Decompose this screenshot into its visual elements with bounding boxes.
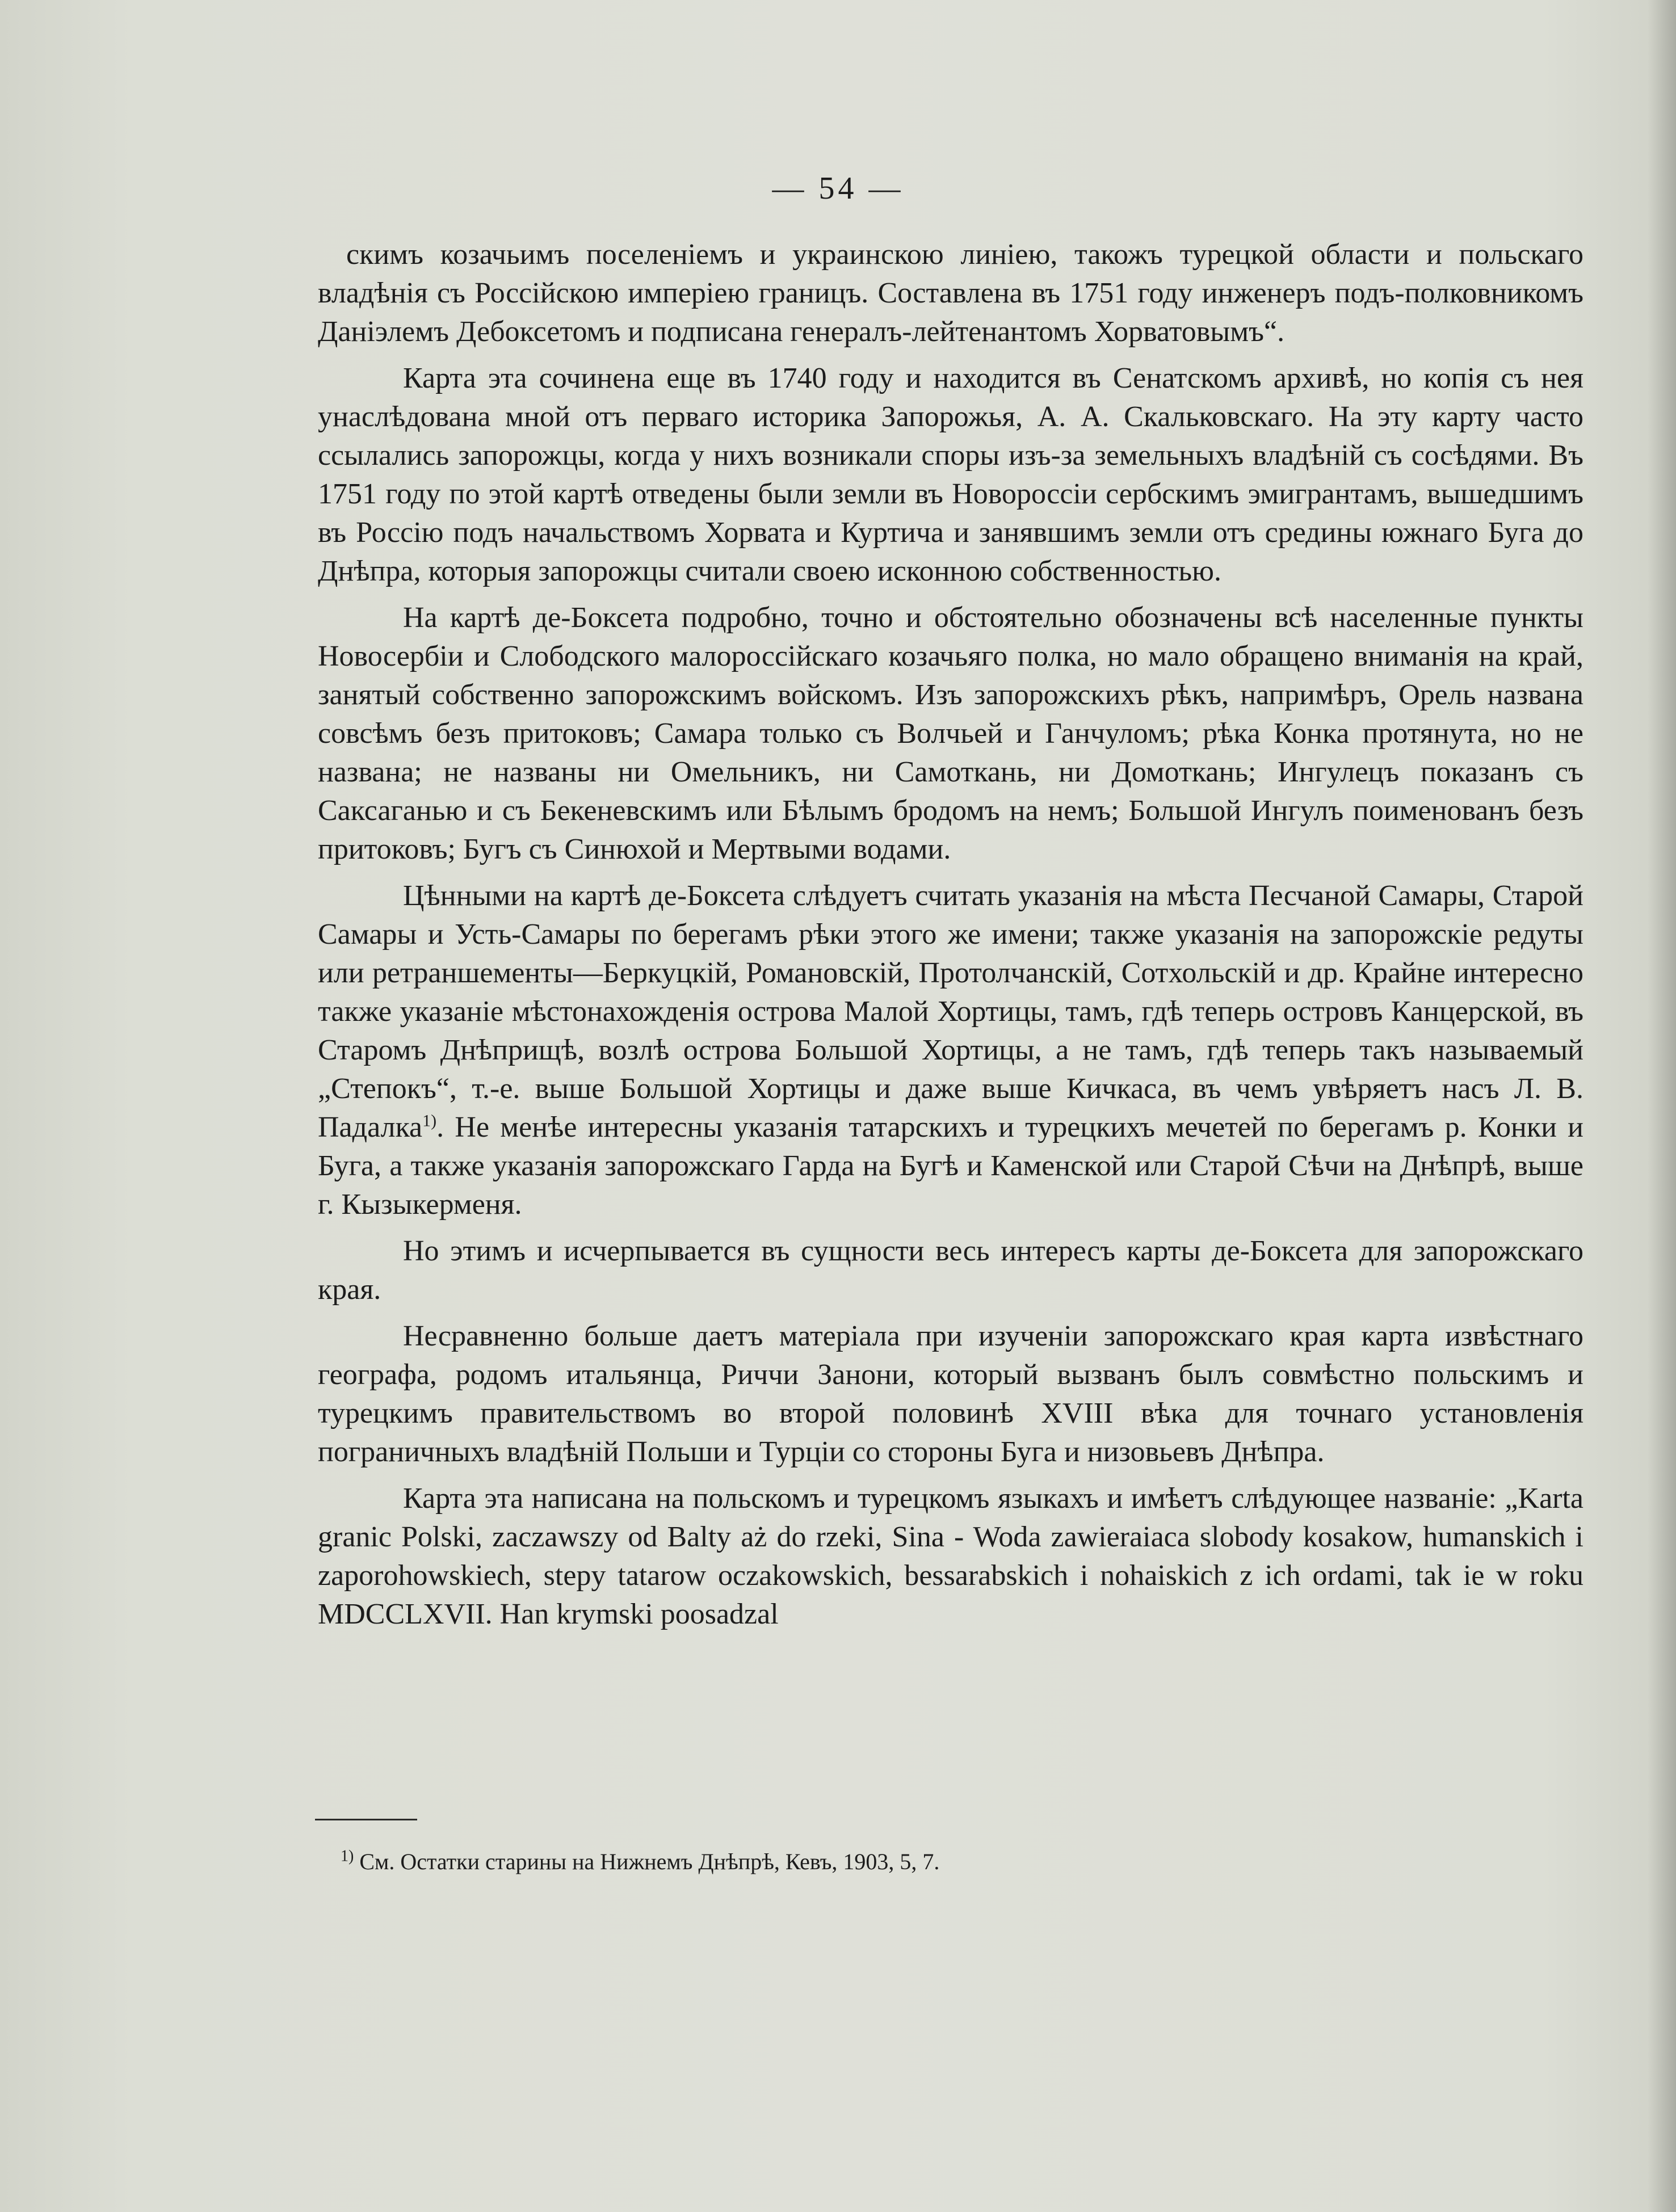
paragraph-2: Карта эта сочинена еще въ 1740 году и находится въ Сенатскомъ архивѣ, но копiя съ нея унаслѣдована мной отъ перваго историка Запорожья, А. А. Скальковскаго. На эту карту часто ссылались запорожцы, когда у нихъ возникали споры изъ-за земельныхъ владѣнiй съ сосѣдями. Въ 1751 году по этой картѣ отведены были земли въ Новороссiи сербскимъ эмигрантамъ, вышедшимъ въ Россiю подъ начальствомъ Хорвата и Куртича и занявшимъ земли отъ средины южнаго Буга до Днѣпра, которыя запорожцы считали своею исконною собственностью. bbox=[318, 362, 1583, 587]
paragraph-5: Но этимъ и исчерпывается въ сущности весь интересъ карты де-Боксета для запорожскаго края. bbox=[318, 1235, 1583, 1306]
paragraph-4-text-after-ref: . Не менѣе интересны указанiя татарскихъ и турецкихъ мечетей по берегамъ р. Конки и Буга, а также указанiя запорожскаго Гарда на Бугѣ и Каменской или Старой Сѣчи на Днѣпрѣ, выше г. Кызыкерменя. bbox=[318, 1111, 1583, 1221]
footnote-text: См. Остатки старины на Нижнемъ Днѣпрѣ, Кевъ, 1903, 5, 7. bbox=[359, 1849, 940, 1874]
paragraph-6: Несравненно больше даетъ матерiала при изученiи запорожскаго края карта извѣстнаго географа, родомъ итальянца, Риччи Занони, который вызванъ былъ совмѣстно польскимъ и турецкимъ правительствомъ во второй половинѣ XVIII вѣка для точнаго установленiя пограничныхъ владѣнiй Польши и Турцiи со стороны Буга и низовьевъ Днѣпра. bbox=[318, 1320, 1583, 1468]
paragraph-3: На картѣ де-Боксета подробно, точно и обстоятельно обозначены всѣ населенные пункты Новосербiи и Слободского малороссiйскаго козачьяго полка, но мало обращено вниманiя на край, занятый собственно запорожскимъ войскомъ. Изъ запорожскихъ рѣкъ, напримѣръ, Орель названа совсѣмъ безъ притоковъ; Самара только съ Волчьей и Ганчуломъ; рѣка Конка протянута, но не названа; не названы ни Омельникъ, ни Самоткань, ни Домоткань; Ингулецъ показанъ съ Саксаганью и съ Бекеневскимъ или Бѣлымъ бродомъ на немъ; Большой Ингулъ поименованъ безъ притоковъ; Бугъ съ Синюхой и Мертвыми водами. bbox=[318, 602, 1583, 865]
footnote-marker: 1) bbox=[341, 1847, 354, 1865]
paragraph-1: скимъ козачьимъ поселенiемъ и украинскою линiею, такожъ турецкой области и польскаго владѣнiя съ Россiйскою имперiею границъ. Составлена въ 1751 году инженеръ подъ-полковникомъ Данiэлемъ Дебоксетомъ и подписана генералъ-лейтенантомъ Хорватовымъ“. bbox=[318, 238, 1583, 348]
footnote-divider bbox=[315, 1819, 417, 1820]
paragraph-4 bbox=[318, 877, 1583, 1224]
footnote bbox=[341, 1847, 1532, 1877]
paragraph-7: Карта эта написана на польскомъ и турецкомъ языкахъ и имѣетъ слѣдующее названiе: „Karta granic Polski, zaczawszy od Balty aż do rzeki, Sina - Woda zawieraiaca slobody kosakow, humanskich i zaporohowskiech, stepy tatarow oczakowskich, bessarabskich i nohaiskich z ich ordami, tak ie w roku MDCCLXVII. Han krymski poosadzal bbox=[318, 1482, 1583, 1630]
page-number: — 54 — bbox=[772, 171, 904, 206]
body-text bbox=[318, 236, 1583, 1642]
page-edge-shadow bbox=[1648, 0, 1676, 2212]
footnote-reference: 1) bbox=[422, 1111, 437, 1130]
paragraph-4-text-before-ref: Цѣнными на картѣ де-Боксета слѣдуетъ считать указанiя на мѣста Песчаной Самары, Старой Самары и Усть-Самары по берегамъ рѣки этого же имени; также указанiя на запорожскiе редуты или ретраншементы—Беркуцкiй, Романовскiй, Протолчанскiй, Сотхольскiй и др. Крайне интересно также указанiе мѣстонахожденiя острова Малой Хортицы, тамъ, гдѣ теперь островъ Канцерской, въ Старомъ Днѣприщѣ, возлѣ острова Большой Хортицы, а не тамъ, гдѣ теперь такъ называемый „Степокъ“, т.-е. выше Большой Хортицы и даже выше Кичкаса, въ чемъ увѣряетъ насъ Л. В. Падалка bbox=[318, 880, 1583, 1143]
